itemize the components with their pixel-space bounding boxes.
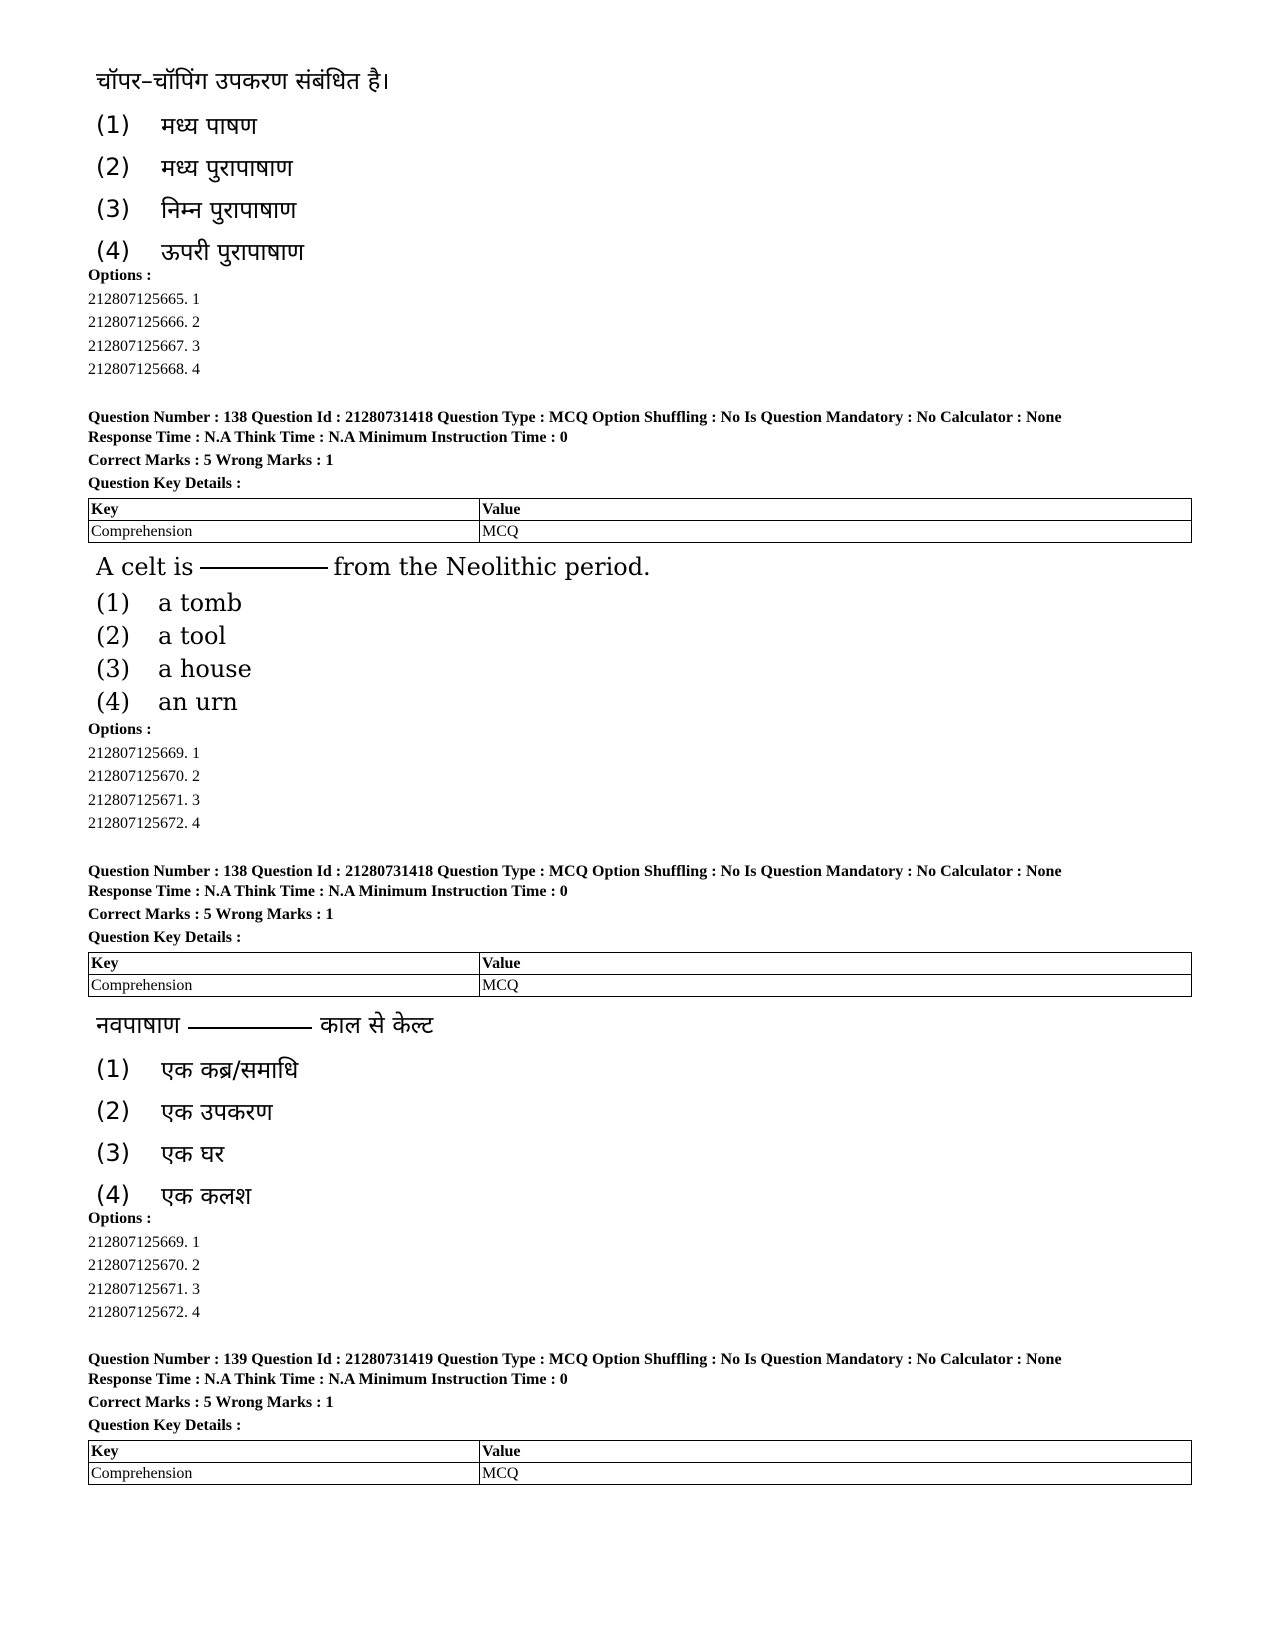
options-list — [88, 718, 200, 836]
key-details-title: Question Key Details : — [88, 928, 242, 946]
answer-option — [96, 1090, 433, 1132]
stem-text: काल से केल्ट — [319, 1011, 434, 1039]
option-text: निम्न पुरापाषाण — [161, 195, 297, 224]
table-header-key: Key — [89, 1441, 480, 1463]
answer-option — [96, 619, 651, 652]
option-id: 212807125666. 2 — [88, 314, 200, 331]
option-number: (4) — [96, 1181, 130, 1209]
option-number: (2) — [96, 1097, 130, 1125]
option-id: 212807125672. 4 — [88, 815, 200, 832]
meta-line: Response Time : N.A Think Time : N.A Minimum Instruction Time : 0 — [88, 882, 568, 900]
question-meta — [88, 862, 1062, 947]
answer-option — [96, 146, 389, 188]
question-hindi-chopper — [96, 64, 389, 272]
key-details-table — [88, 498, 1192, 543]
table-cell-value: MCQ — [480, 975, 1192, 997]
option-number: (2) — [96, 153, 130, 181]
marks-line: Correct Marks : 5 Wrong Marks : 1 — [88, 1394, 334, 1411]
stem-text: नवपाषाण — [96, 1011, 180, 1039]
meta-line: Response Time : N.A Think Time : N.A Minimum Instruction Time : 0 — [88, 1370, 568, 1388]
key-details-table — [88, 952, 1192, 997]
option-text: मध्य पुरापाषाण — [161, 153, 293, 182]
question-stem — [96, 1008, 433, 1042]
option-id: 212807125670. 2 — [88, 768, 200, 785]
table-header-value: Value — [480, 499, 1192, 521]
option-id: 212807125665. 1 — [88, 290, 200, 308]
answer-option — [96, 652, 651, 685]
option-id: 212807125671. 3 — [88, 791, 200, 809]
option-number: (3) — [96, 654, 130, 683]
option-number: (3) — [96, 1139, 130, 1167]
table-cell-key: Comprehension — [89, 975, 480, 997]
option-id: 212807125672. 4 — [88, 1304, 200, 1321]
table-cell-key: Comprehension — [89, 1463, 480, 1485]
question-meta — [88, 1350, 1062, 1435]
meta-line: Question Number : 139 Question Id : 21280731419 Question Type : MCQ Option Shuffling : No Is Question Mandatory : No Calculator : None — [88, 1351, 1062, 1368]
stem-text: A celt is — [96, 553, 194, 581]
question-stem: चॉपर–चॉपिंग उपकरण संबंधित है। — [96, 67, 390, 95]
key-details-table — [88, 1440, 1192, 1485]
table-header-key: Key — [89, 953, 480, 975]
option-number: (2) — [96, 621, 130, 650]
stem-text: from the Neolithic period. — [333, 553, 651, 581]
option-text: एक कब्र/समाधि — [161, 1055, 299, 1084]
option-id: 212807125667. 3 — [88, 337, 200, 355]
question-english-celt — [96, 552, 651, 718]
marks-line: Correct Marks : 5 Wrong Marks : 1 — [88, 452, 334, 469]
answer-option — [96, 1132, 433, 1174]
table-cell-value: MCQ — [480, 1463, 1192, 1485]
question-stem — [96, 552, 651, 582]
key-details-title: Question Key Details : — [88, 474, 242, 492]
option-text: मध्य पाषण — [161, 111, 257, 140]
fill-blank — [200, 567, 328, 569]
option-number: (1) — [96, 588, 130, 617]
marks-line: Correct Marks : 5 Wrong Marks : 1 — [88, 906, 334, 923]
answer-option — [96, 104, 389, 146]
table-cell-value: MCQ — [480, 521, 1192, 543]
option-text: ऊपरी पुरापाषाण — [161, 237, 305, 266]
question-hindi-celt — [96, 1008, 433, 1216]
option-text: एक कलश — [161, 1181, 252, 1210]
options-title: Options : — [88, 721, 152, 738]
option-id: 212807125670. 2 — [88, 1257, 200, 1274]
options-title: Options : — [88, 267, 152, 284]
answer-option — [96, 586, 651, 619]
meta-line: Question Number : 138 Question Id : 21280731418 Question Type : MCQ Option Shuffling : No Is Question Mandatory : No Calculator : None — [88, 863, 1062, 880]
key-details-title: Question Key Details : — [88, 1416, 242, 1434]
option-number: (1) — [96, 111, 130, 139]
option-text: a tool — [158, 621, 227, 650]
option-number: (4) — [96, 687, 130, 716]
answer-option — [96, 188, 389, 230]
option-text: a house — [158, 654, 252, 683]
table-cell-key: Comprehension — [89, 521, 480, 543]
option-number: (4) — [96, 237, 130, 265]
option-id: 212807125669. 1 — [88, 744, 200, 762]
answer-option — [96, 685, 651, 718]
option-text: एक घर — [161, 1139, 225, 1168]
option-number: (3) — [96, 195, 130, 223]
table-header-value: Value — [480, 1441, 1192, 1463]
fill-blank — [188, 1027, 312, 1029]
options-title: Options : — [88, 1210, 152, 1227]
option-text: एक उपकरण — [161, 1097, 273, 1126]
option-id: 212807125671. 3 — [88, 1280, 200, 1298]
option-id: 212807125669. 1 — [88, 1233, 200, 1251]
meta-line: Response Time : N.A Think Time : N.A Minimum Instruction Time : 0 — [88, 428, 568, 446]
options-list — [88, 264, 200, 382]
question-meta — [88, 408, 1062, 493]
option-text: a tomb — [158, 588, 243, 617]
option-id: 212807125668. 4 — [88, 361, 200, 378]
table-header-key: Key — [89, 499, 480, 521]
option-text: an urn — [158, 687, 238, 716]
answer-option — [96, 1048, 433, 1090]
option-number: (1) — [96, 1055, 130, 1083]
meta-line: Question Number : 138 Question Id : 21280731418 Question Type : MCQ Option Shuffling : No Is Question Mandatory : No Calculator : None — [88, 409, 1062, 426]
table-header-value: Value — [480, 953, 1192, 975]
options-list — [88, 1207, 200, 1325]
